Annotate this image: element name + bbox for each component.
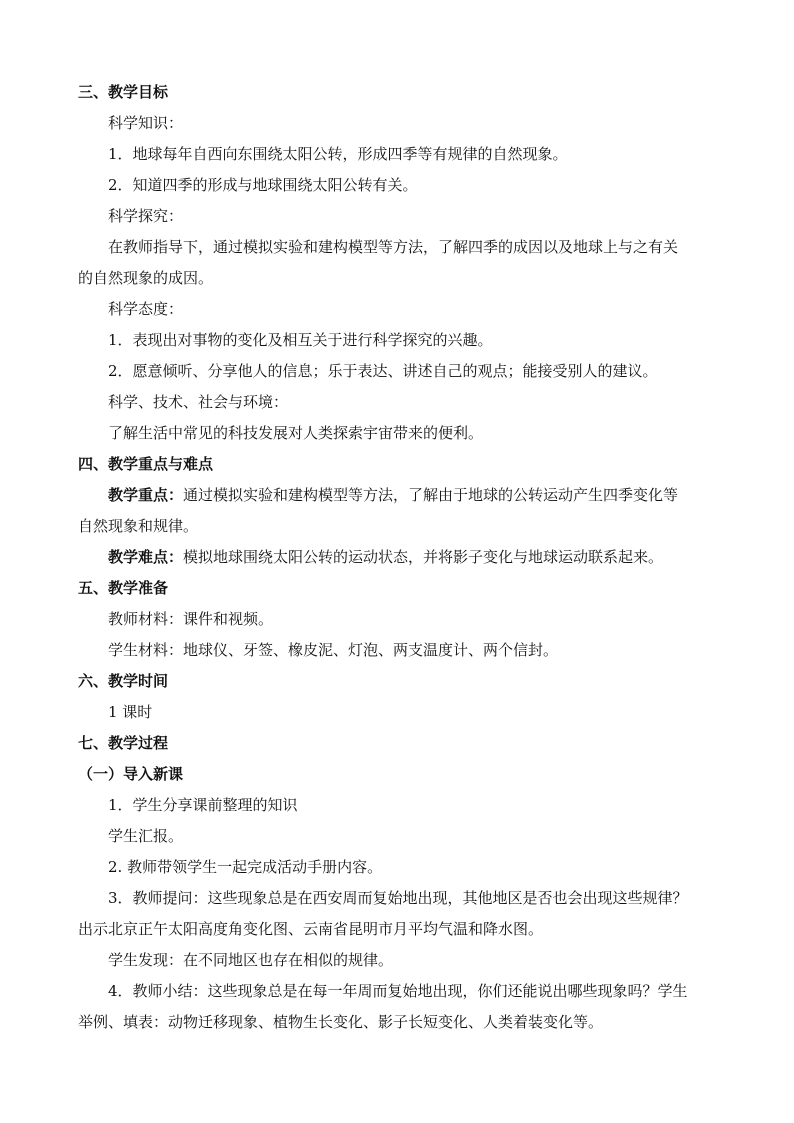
knowledge-item-2: 2．知道四季的形成与地球围绕太阳公转有关。 <box>108 176 418 194</box>
label-science-inquiry: 科学探究： <box>108 207 184 225</box>
section-heading-time: 六、教学时间 <box>78 672 169 690</box>
attitude-item-2: 2．愿意倾听、分享他人的信息；乐于表达、讲述自己的观点；能接受别人的建议。 <box>108 362 658 380</box>
section-heading-process: 七、教学过程 <box>78 734 169 752</box>
label-stse: 科学、技术、社会与环境： <box>108 393 289 411</box>
difficult-point-label: 教学难点： <box>108 548 184 566</box>
process-item-3-line-1: 3．教师提问：这些现象总是在西安周而复始地出现，其他地区是否也会出现这些规律？ <box>108 889 688 907</box>
label-science-attitude: 科学态度： <box>108 300 184 318</box>
difficult-point-text: 模拟地球围绕太阳公转的运动状态，并将影子变化与地球运动联系起来。 <box>183 548 664 566</box>
process-item-1-note: 学生汇报。 <box>108 827 184 845</box>
student-materials: 学生材料：地球仪、牙签、橡皮泥、灯泡、两支温度计、两个信封。 <box>108 641 559 659</box>
process-item-3-note: 学生发现：在不同地区也存在相似的规律。 <box>108 951 394 969</box>
process-item-4-line-2: 举例、填表：动物迁移现象、植物生长变化、影子长短变化、人类着装变化等。 <box>78 1013 604 1031</box>
section-heading-objectives: 三、教学目标 <box>78 83 169 101</box>
process-item-1: 1．学生分享课前整理的知识 <box>108 796 298 814</box>
key-point-label: 教学重点： <box>108 486 184 504</box>
label-science-knowledge: 科学知识： <box>108 114 184 132</box>
teaching-time: 1 课时 <box>108 703 153 721</box>
stse-text: 了解生活中常见的科技发展对人类探索宇宙带来的便利。 <box>108 424 484 442</box>
inquiry-paragraph-line-1: 在教师指导下，通过模拟实验和建构模型等方法，了解四季的成因以及地球上与之有关 <box>108 238 679 256</box>
teacher-materials: 教师材料：课件和视频。 <box>108 610 274 628</box>
process-item-3-line-2: 出示北京正午太阳高度角变化图、云南省昆明市月平均气温和降水图。 <box>78 920 544 938</box>
knowledge-item-1: 1．地球每年自西向东围绕太阳公转，形成四季等有规律的自然现象。 <box>108 145 568 163</box>
process-item-4-line-1: 4．教师小结：这些现象总是在每一年周而复始地出现，你们还能说出哪些现象吗？学生 <box>108 982 688 1000</box>
subsection-heading-intro: （一）导入新课 <box>78 765 184 783</box>
key-point-line-1 <box>108 485 678 507</box>
section-heading-preparation: 五、教学准备 <box>78 579 169 597</box>
key-point-text: 通过模拟实验和建构模型等方法，了解由于地球的公转运动产生四季变化等 <box>183 486 679 504</box>
inquiry-paragraph-line-2: 的自然现象的成因。 <box>78 269 214 287</box>
key-point-line-2: 自然现象和规律。 <box>78 517 199 535</box>
attitude-item-1: 1．表现出对事物的变化及相互关于进行科学探究的兴趣。 <box>108 331 493 349</box>
section-heading-key-points: 四、教学重点与难点 <box>78 455 214 473</box>
difficult-point-line <box>108 547 663 569</box>
process-item-2: 2. 教师带领学生一起完成活动手册内容。 <box>108 858 383 876</box>
